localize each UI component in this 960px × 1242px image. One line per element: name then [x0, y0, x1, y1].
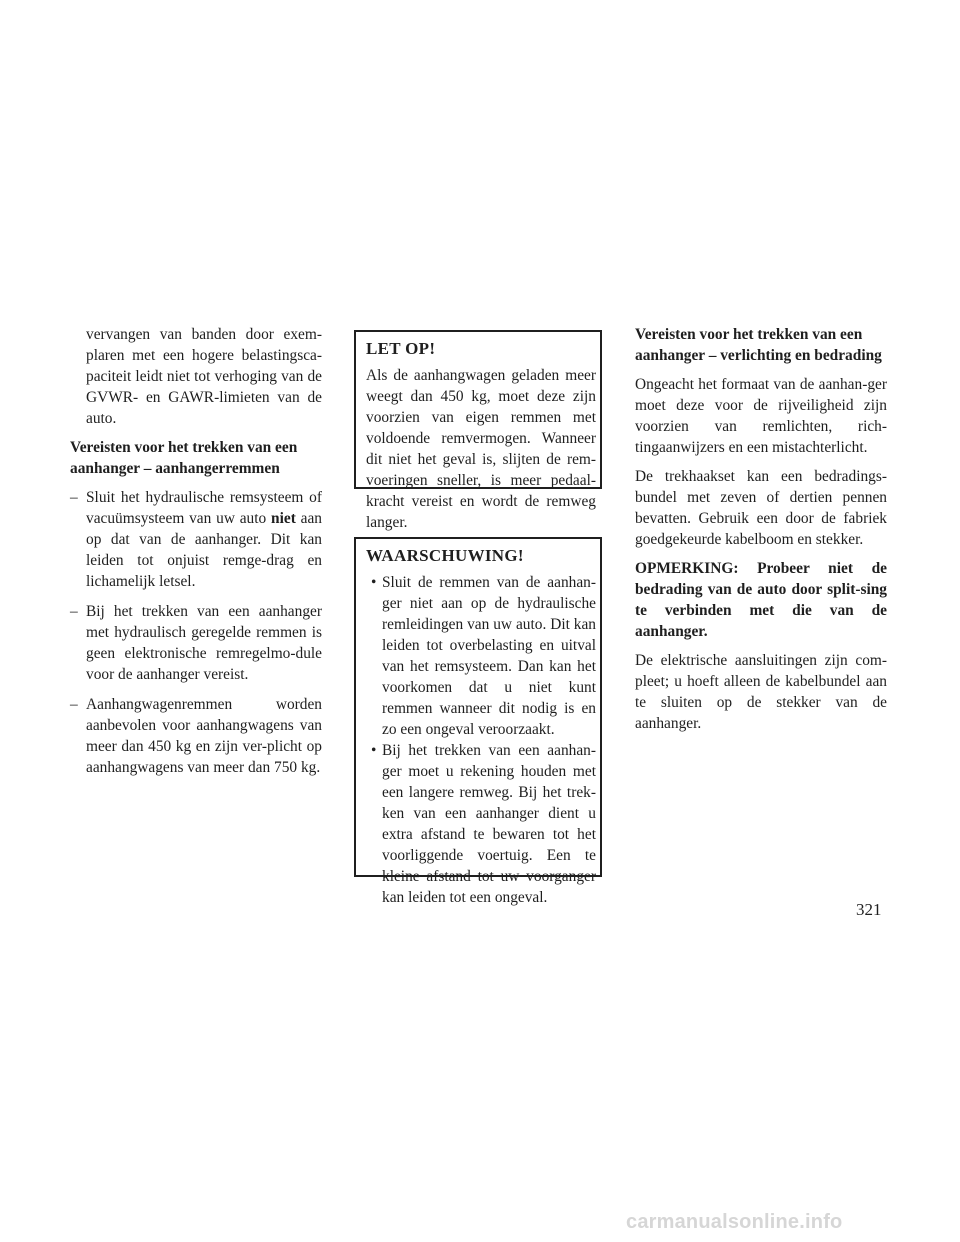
warning-bullet-text: Sluit de remmen van de aanhan-ger niet aan op de hydraulische remleidingen van uw auto. Dit kan leiden tot overbelasting en uitval van het remsysteem. Dan kan het voorkomen dat u niet kunt remmen wanneer dit nodig is en zo een ongeval veroorzaakt.: [382, 574, 596, 738]
list-item-hydraulic: [70, 487, 322, 592]
section-heading-brakes: Vereisten voor het trekken van een aanhanger – aanhangerremmen: [70, 439, 298, 477]
caution-title: LET OP!: [366, 339, 436, 358]
warning-bullet-text: Bij het trekken van een aanhan-ger moet u rekening houden met een langere remweg. Bij het trek-ken van een aanhanger dient u extra afstand te bewaren tot het voorliggende voertuig. Een te kleine afstand tot uw voorganger kan leiden tot een ongeval.: [382, 742, 596, 906]
page-number: 321: [856, 900, 882, 919]
warning-bullet: [366, 740, 600, 908]
connections-paragraph: De elektrische aansluitingen zijn com-pleet; u hoeft alleen de kabelbundel aan te sluiten op de stekker van de aanhanger.: [635, 652, 887, 732]
list-item-trailer-brakes: [70, 694, 322, 778]
bullet-marker: •: [371, 742, 377, 759]
dash-marker: –: [70, 489, 78, 506]
list-item-electronic-module: [70, 601, 322, 685]
list-item-text: Aanhangwagenremmen worden aanbevolen voor aanhangwagens van meer dan 450 kg en zijn ver-plicht op aanhangwagens van meer dan 750 kg.: [86, 696, 322, 776]
bullet-marker: •: [371, 574, 377, 591]
caution-box: [354, 330, 602, 531]
warning-title: WAARSCHUWING!: [366, 546, 524, 565]
dash-marker: –: [70, 603, 78, 620]
section-heading-lighting: Vereisten voor het trekken van een aanhanger – verlichting en bedrading: [635, 326, 882, 364]
warning-bullet: [366, 572, 600, 740]
list-item-text: Bij het trekken van een aanhanger met hydraulisch geregelde remmen is geen elektronische remregelmo-dule voor de aanhanger vereist.: [86, 603, 322, 683]
left-column: [70, 324, 322, 787]
list-item-text-after: aan op dat van de aanhanger. Dit kan leiden tot onjuist remge-drag en lichamelijk letsel.: [86, 510, 322, 590]
caution-text: Als de aanhangwagen geladen meer weegt dan 450 kg, moet deze zijn voorzien van eigen remmen met voldoende remvermogen. Wanneer dit niet het geval is, slijten de rem-voeringen sneller, is meer pedaal-kracht vereist en wordt de remweg langer.: [366, 367, 596, 531]
lighting-paragraph: Ongeacht het formaat van de aanhan-ger moet deze voor de rijveiligheid zijn voorzien van remlichten, rich-tingaanwijzers en een mistachterlicht.: [635, 376, 887, 456]
watermark-text: carmanualsonline.info: [626, 1211, 843, 1233]
note-paragraph: OPMERKING: Probeer niet de bedrading van de auto door split-sing te verbinden met die van de aanhanger.: [635, 560, 887, 640]
warning-box: [354, 537, 602, 906]
continued-paragraph: vervangen van banden door exem-plaren met een hogere belastingsca-paciteit leidt niet tot verhoging van de GVWR- en GAWR-limieten van de auto.: [86, 326, 322, 427]
list-item-text: Sluit het hydraulische remsysteem of vacuümsysteem van uw auto: [86, 489, 322, 527]
dash-marker: –: [70, 696, 78, 713]
wiring-paragraph: De trekhaakset kan een bedradings-bundel met zeven of dertien pennen bevatten. Gebruik een door de fabriek goedgekeurde kabelboom en stekker.: [635, 468, 887, 548]
right-column: [635, 324, 887, 742]
list-item-bold-text: niet: [271, 510, 296, 527]
